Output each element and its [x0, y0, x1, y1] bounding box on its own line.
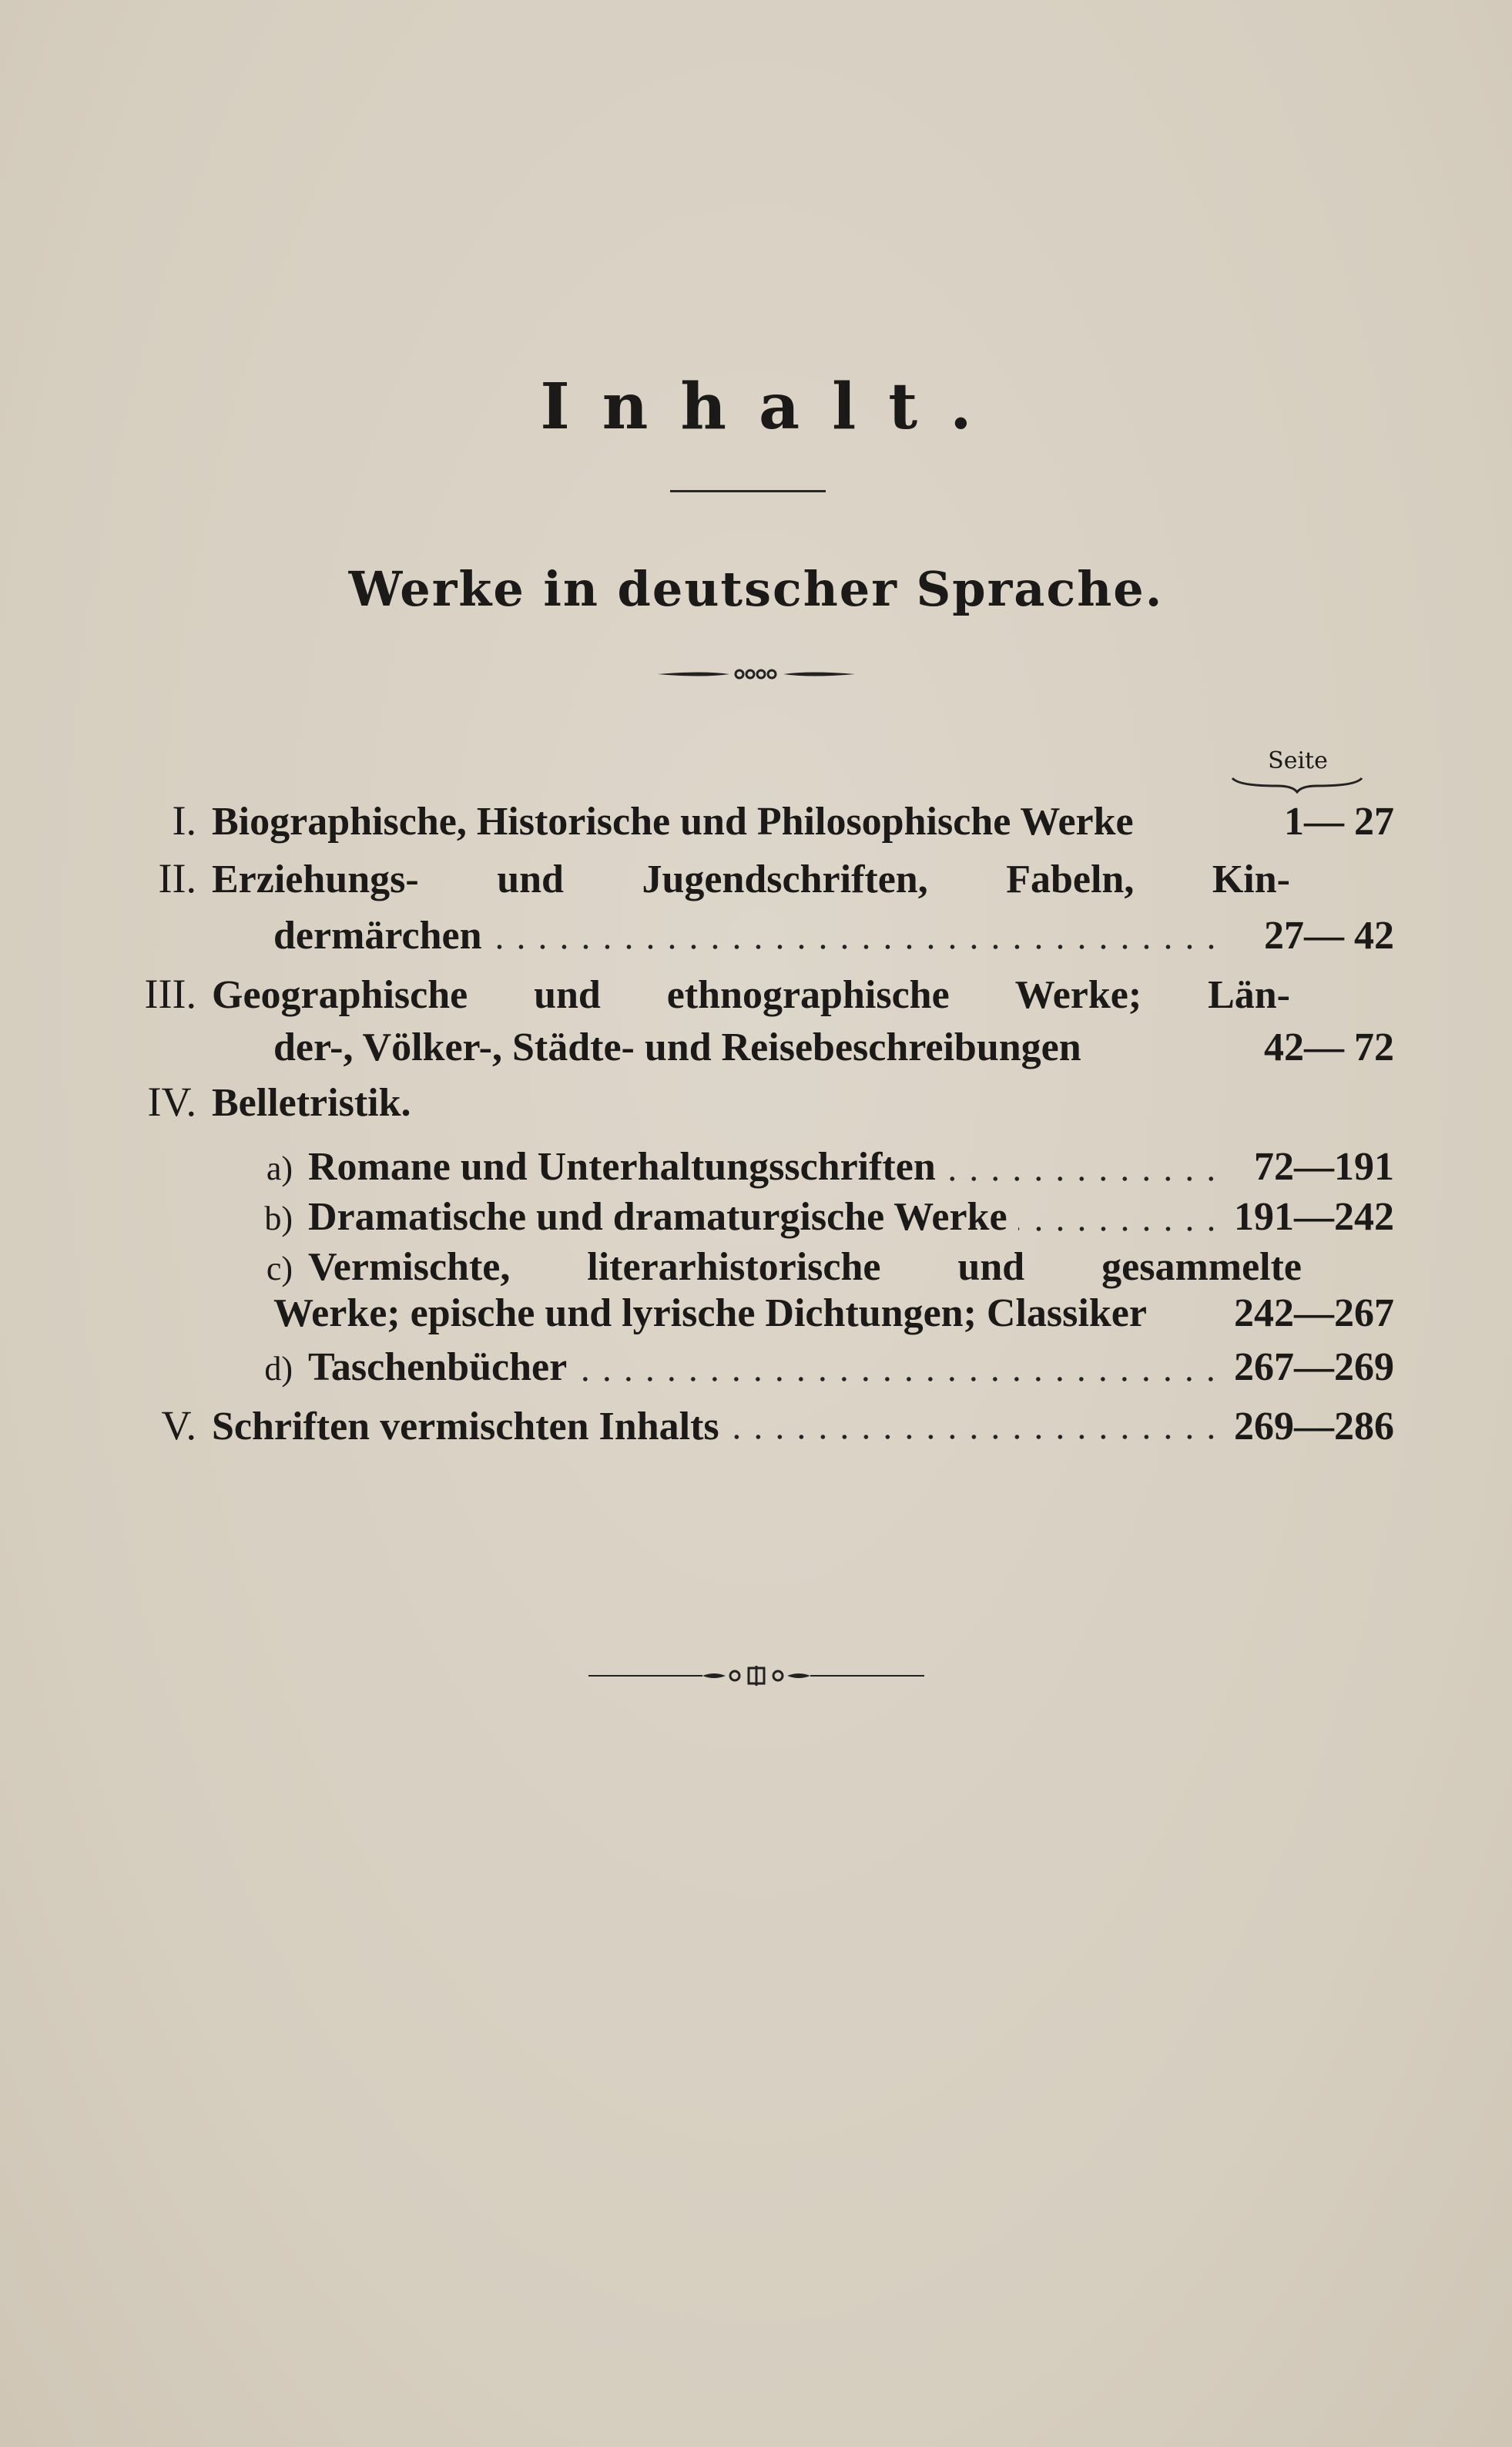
entry-title-cont: der-, Völker-, Städte- und Reisebeschreibungen: [273, 1025, 1081, 1069]
toc-entry-continuation: [92, 909, 1394, 963]
entry-number: II.: [158, 855, 196, 901]
subentry-label: b): [264, 1200, 293, 1237]
entry-number: V.: [161, 1402, 196, 1448]
toc-subentry-continuation: [92, 1287, 1394, 1341]
subentry-pages: 191—242: [1234, 1195, 1394, 1239]
entry-title: Schriften vermischten Inhalts: [212, 1405, 719, 1448]
ornament-divider-top: [0, 664, 1512, 687]
subentry-pages: 72—191: [1254, 1145, 1394, 1189]
subentry-pages: 267—269: [1234, 1345, 1394, 1389]
toc-entry: [92, 1075, 1394, 1130]
leader: [1092, 1056, 1222, 1062]
title-rule: [670, 490, 826, 492]
page-column-label: Seite: [1268, 747, 1328, 774]
entry-pages: 27— 42: [1264, 914, 1394, 958]
toc-entry: [92, 967, 1394, 1022]
entry-number: III.: [144, 971, 196, 1017]
toc-subentry: [92, 1140, 1394, 1196]
subentry-title: Vermischte, literarhistorische und gesammelte: [308, 1245, 1302, 1289]
subentry-title: Taschenbücher: [308, 1345, 568, 1389]
entry-title: Biographische, Historische und Philosophische Werke: [212, 800, 1134, 844]
brace-icon: [1231, 777, 1363, 794]
entry-title: Erziehungs- und Jugendschriften, Fabeln, Kin-: [212, 858, 1290, 901]
leader: [1018, 1226, 1222, 1232]
subentry-title-cont: Werke; epische und lyrische Dichtungen; Classiker: [273, 1291, 1147, 1335]
toc-entry-continuation: [92, 1021, 1394, 1075]
leader: [947, 1176, 1222, 1182]
leader: [730, 1434, 1222, 1440]
subentry-label: c): [266, 1250, 293, 1287]
entry-title: Geographische und ethnographische Werke; Län-: [212, 973, 1290, 1017]
section-heading: Werke in deutscher Sprache.: [348, 561, 1164, 617]
subentry-pages: 242—267: [1234, 1291, 1394, 1335]
ornament-divider-bottom: [0, 1664, 1512, 1690]
entry-title-cont: dermärchen: [273, 914, 482, 958]
toc-entry: [92, 851, 1394, 907]
leader: [493, 944, 1222, 950]
subentry-label: d): [264, 1350, 293, 1388]
leader: [1158, 1321, 1222, 1328]
entry-title: Belletristik.: [212, 1081, 411, 1125]
entry-number: I.: [172, 797, 196, 844]
toc-entry: [92, 794, 1394, 849]
leader: [578, 1376, 1222, 1382]
entry-number: IV.: [147, 1079, 196, 1125]
leader: [1145, 829, 1222, 835]
entry-pages: 1— 27: [1284, 800, 1394, 844]
subentry-title: Dramatische und dramaturgische Werke: [308, 1195, 1007, 1239]
subentry-title: Romane und Unterhaltungsschriften: [308, 1145, 936, 1189]
entry-pages: 42— 72: [1264, 1025, 1394, 1069]
page-title: Inhalt.: [540, 370, 1004, 444]
entry-pages: 269—286: [1234, 1405, 1394, 1448]
toc-subentry: [92, 1190, 1394, 1246]
subentry-label: a): [266, 1150, 293, 1187]
toc-subentry: [92, 1341, 1394, 1396]
toc-entry: [92, 1398, 1394, 1454]
